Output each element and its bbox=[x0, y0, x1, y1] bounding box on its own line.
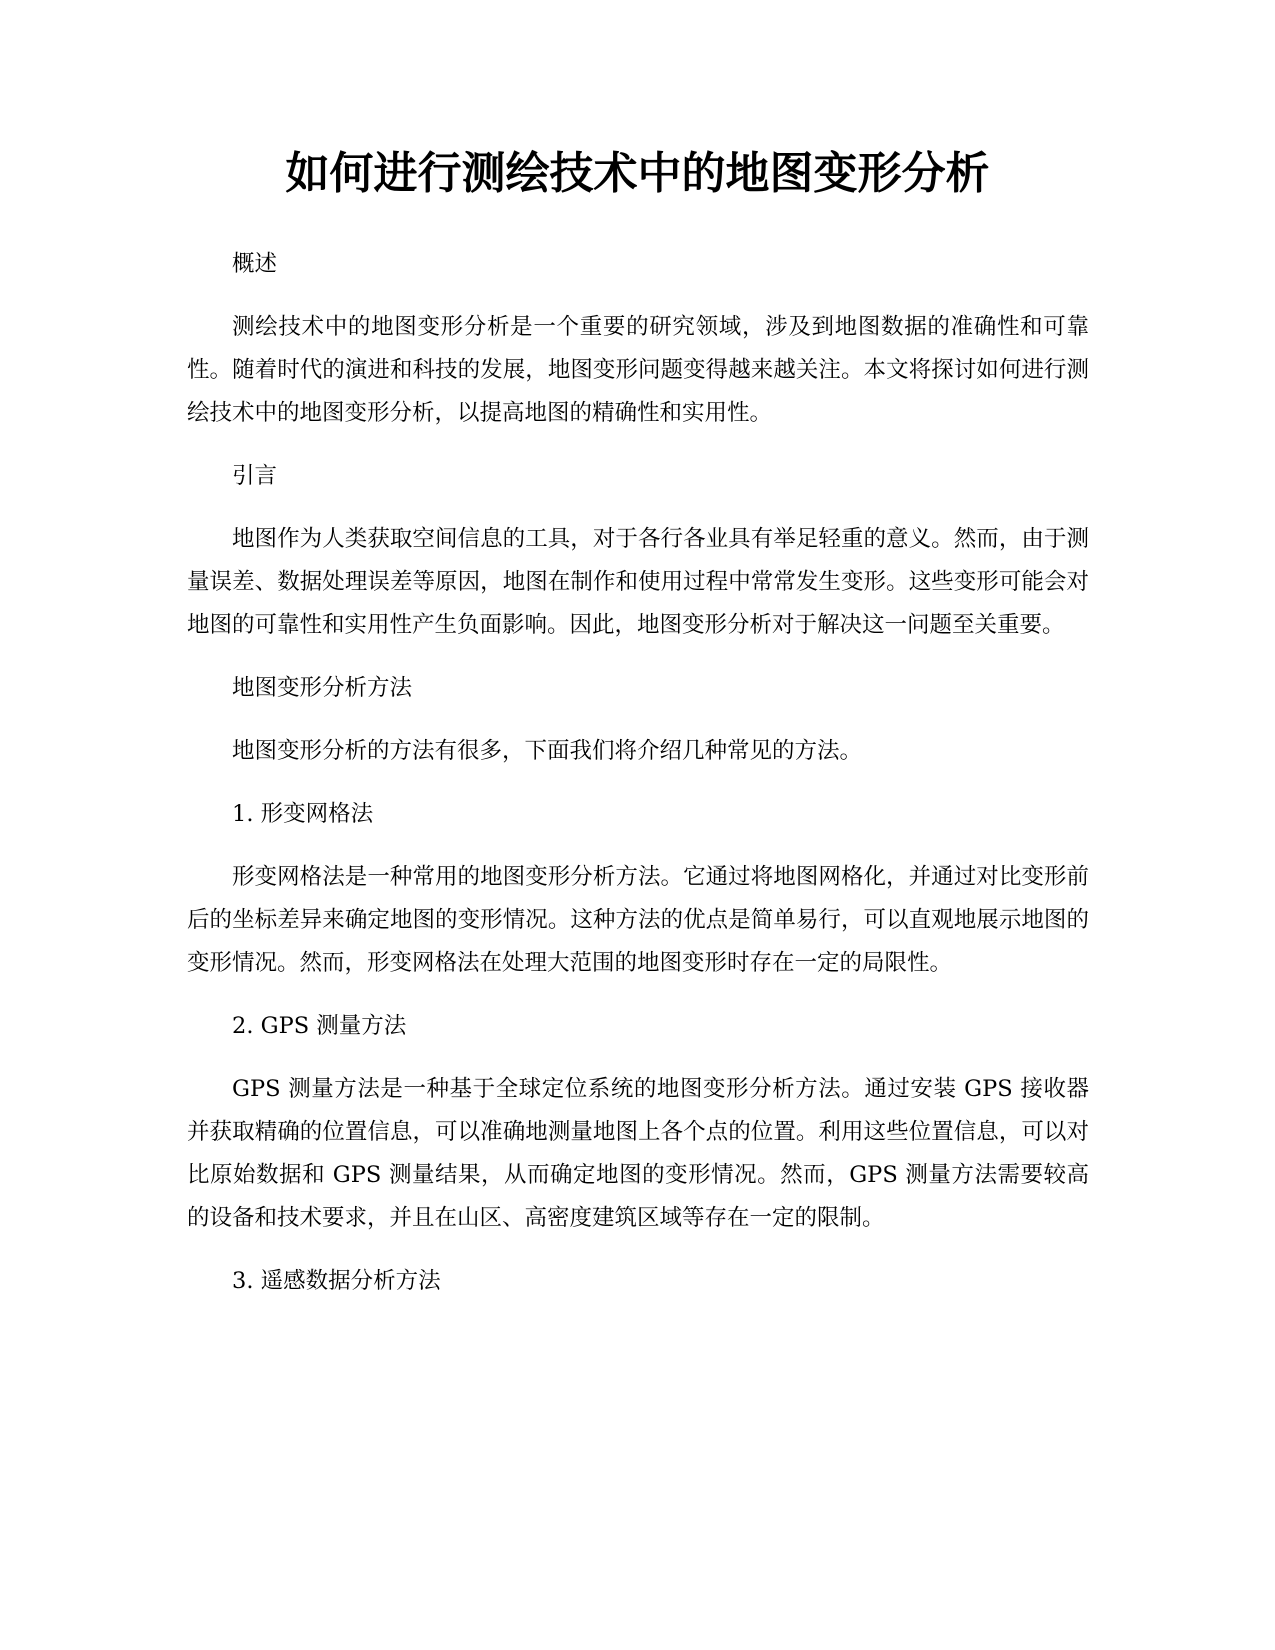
paragraph-introduction: 地图作为人类获取空间信息的工具，对于各行各业具有举足轻重的意义。然而，由于测量误差、数据处理误差等原因，地图在制作和使用过程中常常发生变形。这些变形可能会对地图的可靠性和实用性产生负面影响。因此，地图变形分析对于解决这一问题至关重要。 bbox=[187, 526, 1089, 638]
paragraph-methods-intro: 地图变形分析的方法有很多，下面我们将介绍几种常见的方法。 bbox=[232, 738, 863, 764]
paragraph-deformation-grid: 形变网格法是一种常用的地图变形分析方法。它通过将地图网格化，并通过对比变形前后的坐标差异来确定地图的变形情况。这种方法的优点是简单易行，可以直观地展示地图的变形情况。然而，形变网格法在处理大范围的地图变形时存在一定的局限性。 bbox=[187, 864, 1089, 976]
method-heading-gps: 2. GPS 测量方法 bbox=[232, 1013, 407, 1039]
paragraph-overview: 测绘技术中的地图变形分析是一个重要的研究领域，涉及到地图数据的准确性和可靠性。随着时代的演进和科技的发展，地图变形问题变得越来越关注。本文将探讨如何进行测绘技术中的地图变形分析，以提高地图的精确性和实用性。 bbox=[187, 314, 1089, 426]
method-heading-remote-sensing: 3. 遥感数据分析方法 bbox=[232, 1268, 441, 1294]
document-body bbox=[187, 243, 1089, 1323]
section-heading-methods: 地图变形分析方法 bbox=[232, 675, 413, 701]
method-heading-deformation-grid: 1. 形变网格法 bbox=[232, 801, 374, 827]
paragraph-gps: GPS 测量方法是一种基于全球定位系统的地图变形分析方法。通过安装 GPS 接收器并获取精确的位置信息，可以准确地测量地图上各个点的位置。利用这些位置信息，可以对比原始数据和 GPS 测量结果，从而确定地图的变形情况。然而，GPS 测量方法需要较高的设备和技术要求，并且在山区、高密度建筑区域等存在一定的限制。 bbox=[187, 1076, 1089, 1231]
section-heading-overview: 概述 bbox=[232, 251, 278, 277]
document-title: 如何进行测绘技术中的地图变形分析 bbox=[285, 148, 990, 199]
section-heading-introduction: 引言 bbox=[232, 463, 278, 489]
